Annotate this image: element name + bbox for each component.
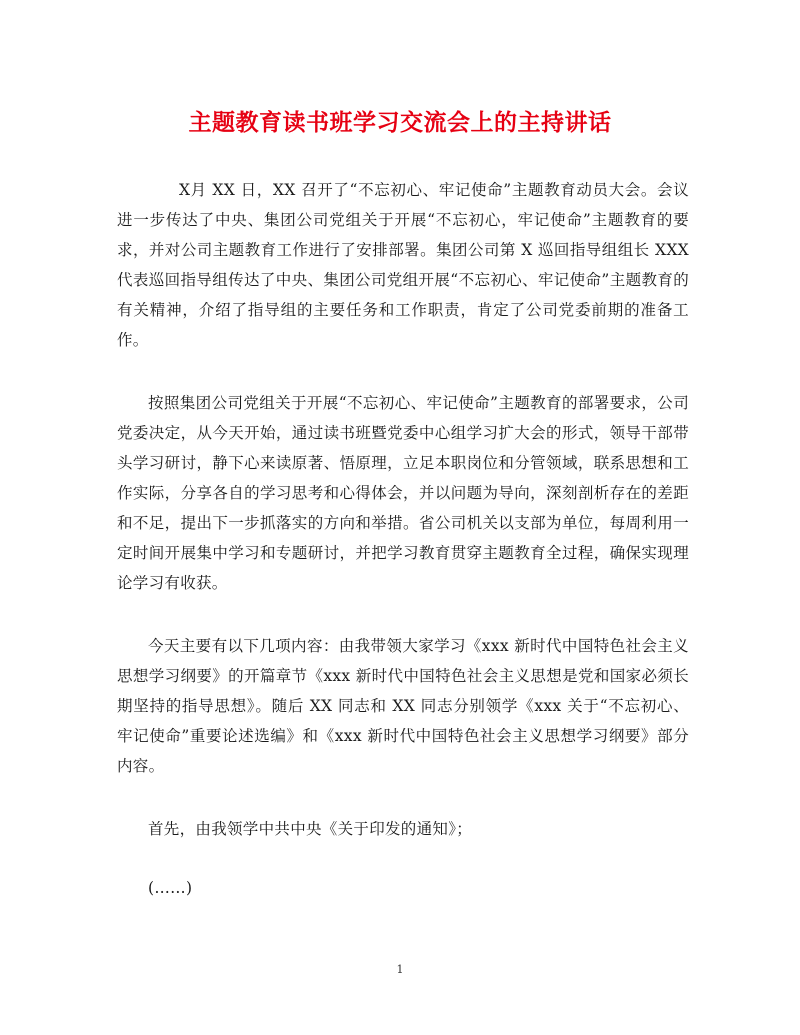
document-title: 主题教育读书班学习交流会上的主持讲话 (188, 109, 612, 136)
paragraph-first-item: 首先，由我领学中共中央《关于印发的通知》； (148, 820, 473, 838)
page-number: 1 (396, 963, 404, 976)
paragraph-agenda: 今天主要有以下几项内容：由我带领大家学习《xxx 新时代中国特色社会主义思想学习纲要》的开篇章节《xxx 新时代中国特色社会主义思想是党和国家必须长期坚持的指导思想》。随后 XX 同志和 XX 同志分别领学《xxx 关于“不忘初心、牢记使命”重要论述选编》和《xxx 新时代中国特色社会主义思想学习纲要》部分内容。 (117, 637, 689, 775)
paragraph-deployment: 按照集团公司党组关于开展“不忘初心、牢记使命”主题教育的部署要求，公司党委决定，从今天开始，通过读书班暨党委中心组学习扩大会的形式，领导干部带头学习研讨，静下心来读原著、悟原理，立足本职岗位和分管领域，联系思想和工作实际，分享各自的学习思考和心得体会，并以问题为导向，深刻剖析存在的差距和不足，提出下一步抓落实的方向和举措。省公司机关以支部为单位，每周利用一定时间开展集中学习和专题研讨，并把学习教育贯穿主题教育全过程，确保实现理论学习有收获。 (117, 394, 689, 592)
paragraph-ellipsis: (……) (148, 879, 193, 897)
paragraph-meeting-summary: X月 XX 日，XX 召开了“不忘初心、牢记使命”主题教育动员大会。会议进一步传达了中央、集团公司党组关于开展“不忘初心，牢记使命”主题教育的要求，并对公司主题教育工作进行了安排部署。集团公司第 X 巡回指导组组长 XXX 代表巡回指导组传达了中央、集团公司党组开展“不忘初心、牢记使命”主题教育的有关精神，介绍了指导组的主要任务和工作职责，肯定了公司党委前期的准备工作。 (117, 181, 689, 349)
